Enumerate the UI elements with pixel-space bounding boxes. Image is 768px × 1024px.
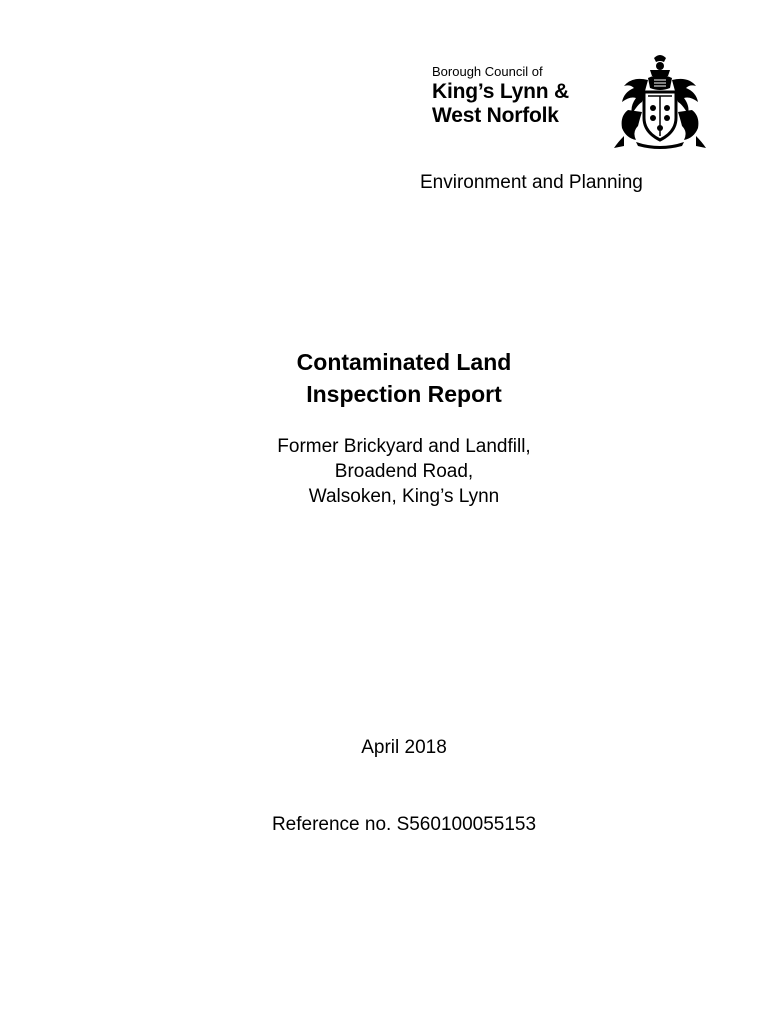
report-date: April 2018 [361,737,447,758]
reference-number: Reference no. S560100055153 [271,814,537,835]
logo-line-2: King’s Lynn & [432,80,570,103]
site-address [200,434,608,509]
department-name: Environment and Planning [420,172,643,193]
site-address-line-1: Former Brickyard and Landfill, [277,436,531,457]
site-address-line-2: Broadend Road, [334,461,474,482]
council-logo [432,64,712,154]
report-title-line-1: Contaminated Land [296,349,512,375]
logo-line-1: Borough Council of [432,64,543,79]
logo-line-3: West Norfolk [432,104,559,127]
report-title-line-2: Inspection Report [306,381,502,407]
site-address-line-3: Walsoken, King’s Lynn [308,486,500,507]
report-title [200,346,608,410]
coat-of-arms-icon [610,52,710,152]
council-name [432,64,602,128]
